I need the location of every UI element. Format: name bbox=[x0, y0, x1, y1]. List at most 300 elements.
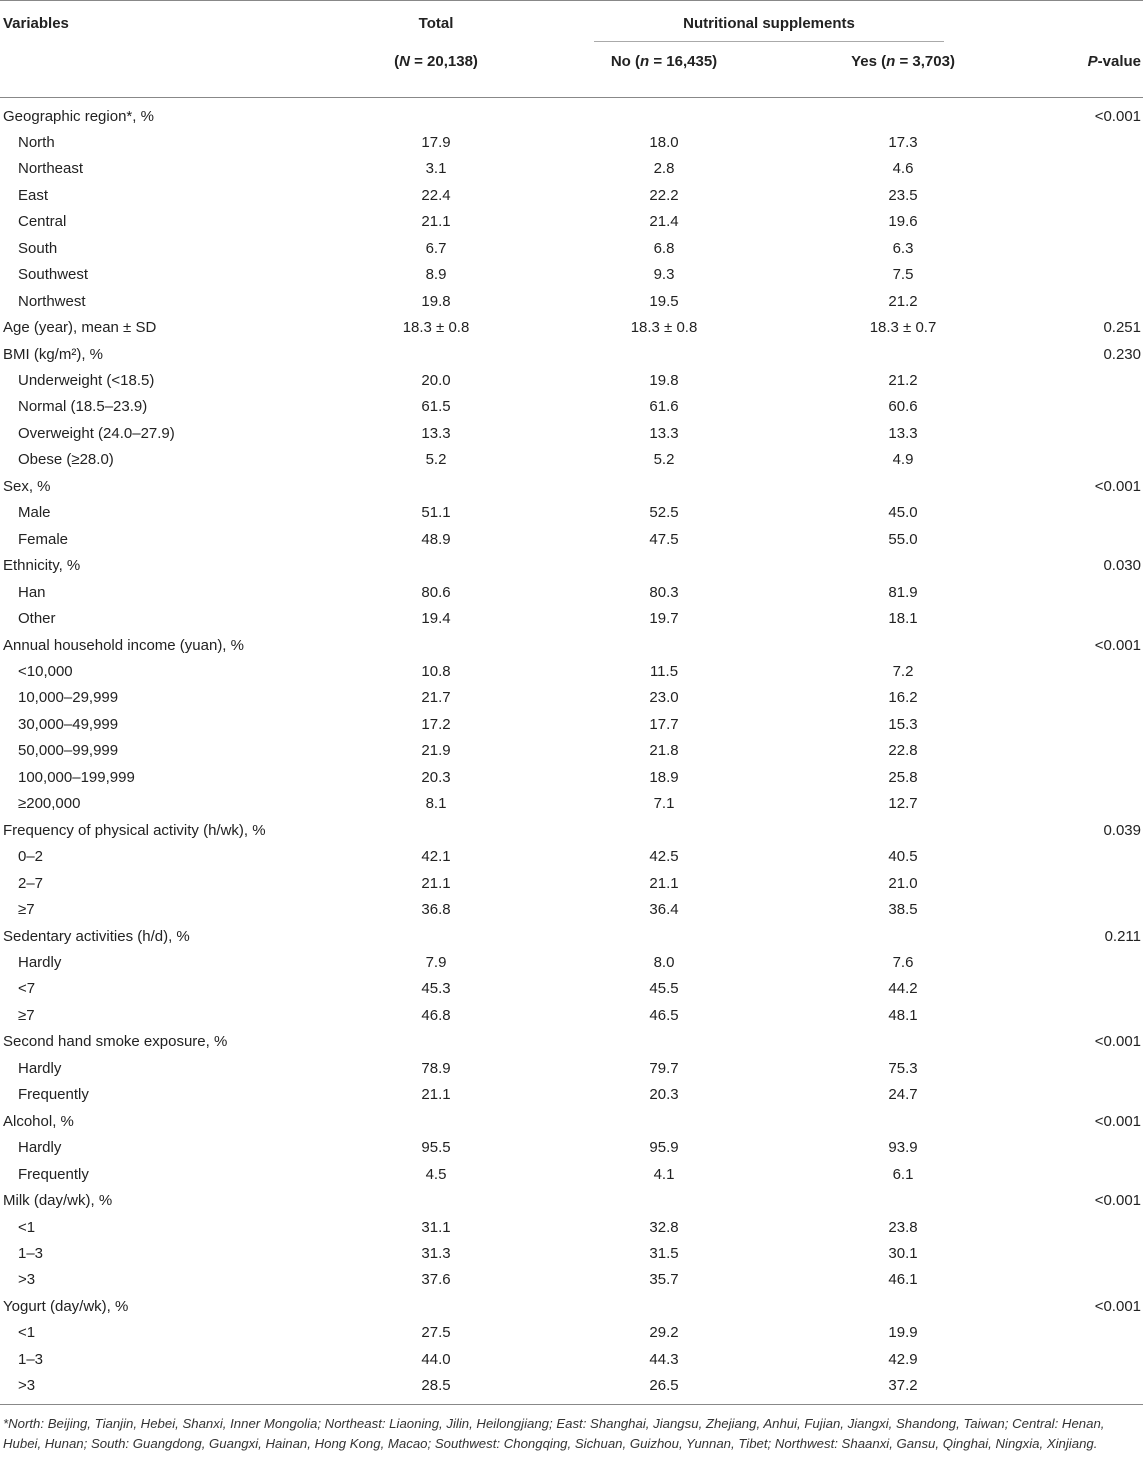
cell-yes bbox=[798, 924, 1008, 950]
cell-no: 36.4 bbox=[649, 901, 679, 919]
cell-yes: 21.0 bbox=[888, 874, 918, 892]
table-row bbox=[0, 633, 1143, 659]
cell-total: 31.3 bbox=[421, 1244, 451, 1262]
cell-p-value bbox=[1008, 1241, 1143, 1267]
row-label: Hardly bbox=[18, 954, 62, 971]
table-row bbox=[0, 712, 1143, 738]
row-label: Female bbox=[18, 530, 69, 548]
cell-no: 18.3 ± 0.8 bbox=[630, 319, 698, 337]
cell-p-value: 0.230 bbox=[1103, 345, 1141, 363]
header-variables: Variables bbox=[0, 1, 342, 44]
row-label: 1–3 bbox=[18, 1244, 44, 1262]
cell-total bbox=[342, 633, 530, 659]
cell-total: 13.3 bbox=[421, 424, 451, 442]
cell-yes: 81.9 bbox=[888, 583, 918, 601]
cell-yes bbox=[798, 474, 1008, 500]
cell-p-value bbox=[1008, 606, 1143, 632]
cell-no: 5.2 bbox=[653, 451, 675, 469]
cell-p-value bbox=[1008, 421, 1143, 447]
cell-yes: 13.3 bbox=[888, 424, 918, 442]
row-label: Sedentary activities (h/d), % bbox=[3, 927, 190, 945]
cell-no: 47.5 bbox=[649, 530, 679, 548]
row-label: Southwest bbox=[18, 266, 89, 284]
row-label: <1 bbox=[18, 1218, 36, 1236]
table-row bbox=[0, 421, 1143, 447]
cell-yes: 17.3 bbox=[888, 133, 918, 151]
row-label: ≥7 bbox=[18, 1006, 35, 1024]
table-footnote: *North: Beijing, Tianjin, Hebei, Shanxi, Inner Mongolia; Northeast: Liaoning, Jilin, Heilongjiang; East: Shanghai, Jiangsu, Zhejiang, Anhui, Fujian, Jiangxi, Shandong, Taiwan; Central: Henan, Hubei, Hunan; South: Guangdong, Guangxi, Hainan, Hong Kong, Macao; Southwest: Chongqing, Sichuan, Guizhou, Yunnan, Tibet; Northwest: Shaanxi, Gansu, Qinghai, Ningxia, Xinjiang. bbox=[3, 1415, 1105, 1451]
cell-yes bbox=[798, 1294, 1008, 1320]
cell-no: 4.1 bbox=[653, 1165, 675, 1183]
table-row bbox=[0, 1056, 1143, 1082]
cell-no: 18.9 bbox=[649, 768, 679, 786]
cell-p-value: <0.001 bbox=[1094, 1033, 1141, 1051]
cell-no: 11.5 bbox=[649, 663, 679, 681]
row-label: <7 bbox=[18, 980, 36, 998]
cell-p-value bbox=[1008, 500, 1143, 526]
cell-no bbox=[530, 1294, 798, 1320]
row-label: ≥200,000 bbox=[18, 795, 81, 813]
cell-yes: 21.2 bbox=[888, 372, 918, 390]
cell-no: 21.1 bbox=[649, 874, 679, 892]
table-row bbox=[0, 924, 1143, 950]
cell-p-value bbox=[1008, 1373, 1143, 1404]
cell-no: 61.6 bbox=[649, 398, 679, 416]
table-row bbox=[0, 315, 1143, 341]
cell-total bbox=[342, 1294, 530, 1320]
cell-total: 44.0 bbox=[421, 1350, 451, 1368]
cell-yes: 42.9 bbox=[888, 1350, 918, 1368]
cell-p-value bbox=[1008, 1267, 1143, 1293]
cell-p-value bbox=[1008, 236, 1143, 262]
cell-total: 4.5 bbox=[425, 1165, 447, 1183]
table-row bbox=[0, 1188, 1143, 1214]
row-label: North bbox=[18, 133, 55, 151]
cell-p-value bbox=[1008, 156, 1143, 182]
cell-yes: 48.1 bbox=[888, 1006, 918, 1024]
cell-yes: 18.3 ± 0.7 bbox=[869, 319, 937, 337]
cell-p-value bbox=[1008, 130, 1143, 156]
cell-total: 61.5 bbox=[421, 398, 451, 416]
cell-total: 20.0 bbox=[421, 372, 451, 390]
row-label: 30,000–49,999 bbox=[18, 715, 119, 733]
row-label: <1 bbox=[18, 1324, 36, 1342]
cell-no bbox=[530, 104, 798, 130]
cell-total: 7.9 bbox=[425, 954, 447, 971]
table-row bbox=[0, 236, 1143, 262]
cell-yes bbox=[798, 633, 1008, 659]
cell-p-value bbox=[1008, 447, 1143, 473]
spanner-rule bbox=[594, 41, 944, 42]
cell-yes: 7.2 bbox=[892, 663, 914, 681]
cell-total: 36.8 bbox=[421, 901, 451, 919]
cell-no: 6.8 bbox=[653, 239, 675, 257]
cell-yes bbox=[798, 104, 1008, 130]
row-label: Frequently bbox=[18, 1086, 89, 1104]
row-label: Yogurt (day/wk), % bbox=[3, 1297, 129, 1315]
cell-p-value bbox=[1008, 950, 1143, 976]
cell-no: 45.5 bbox=[649, 980, 679, 998]
table-row bbox=[0, 183, 1143, 209]
cell-no: 80.3 bbox=[649, 583, 679, 601]
cell-yes: 16.2 bbox=[888, 689, 918, 707]
cell-no: 13.3 bbox=[649, 424, 679, 442]
cell-yes: 21.2 bbox=[888, 292, 918, 310]
cell-no: 20.3 bbox=[649, 1086, 679, 1104]
table-row bbox=[0, 1082, 1143, 1108]
row-label: <10,000 bbox=[18, 663, 73, 681]
row-label: Age (year), mean ± SD bbox=[3, 319, 157, 337]
cell-p-value bbox=[1008, 738, 1143, 764]
cell-total: 51.1 bbox=[421, 504, 451, 522]
row-label: ≥7 bbox=[18, 901, 35, 919]
cell-yes: 15.3 bbox=[888, 715, 918, 733]
cell-p-value: 0.251 bbox=[1103, 319, 1141, 337]
cell-p-value: 0.030 bbox=[1103, 557, 1141, 575]
cell-no: 23.0 bbox=[649, 689, 679, 707]
cell-yes: 40.5 bbox=[888, 848, 918, 866]
row-label: 100,000–199,999 bbox=[18, 768, 135, 786]
cell-p-value bbox=[1008, 712, 1143, 738]
cell-no: 19.5 bbox=[649, 292, 679, 310]
cell-no: 21.8 bbox=[649, 742, 679, 760]
cell-yes: 7.5 bbox=[892, 266, 914, 284]
table-row bbox=[0, 447, 1143, 473]
table-row bbox=[0, 368, 1143, 394]
row-label: Alcohol, % bbox=[3, 1112, 74, 1130]
cell-yes bbox=[798, 818, 1008, 844]
row-label: Obese (≥28.0) bbox=[18, 451, 114, 469]
table-row bbox=[0, 1135, 1143, 1161]
cell-total: 17.2 bbox=[421, 715, 451, 733]
cell-no bbox=[530, 1029, 798, 1055]
cell-no: 21.4 bbox=[649, 213, 679, 231]
cell-yes bbox=[798, 342, 1008, 368]
cell-total bbox=[342, 342, 530, 368]
header-total: Total bbox=[342, 1, 530, 44]
cell-yes: 4.9 bbox=[892, 451, 914, 469]
cell-p-value: <0.001 bbox=[1094, 107, 1141, 125]
cell-total: 19.4 bbox=[421, 610, 451, 628]
cell-total: 37.6 bbox=[421, 1271, 451, 1289]
row-label: Northeast bbox=[18, 160, 84, 178]
row-label: South bbox=[18, 239, 58, 257]
cell-yes: 23.5 bbox=[888, 186, 918, 204]
cell-no: 31.5 bbox=[649, 1244, 679, 1262]
cell-total bbox=[342, 1029, 530, 1055]
table-row bbox=[0, 580, 1143, 606]
cell-total: 20.3 bbox=[421, 768, 451, 786]
header-variables-blank bbox=[0, 43, 342, 97]
cell-yes: 60.6 bbox=[888, 398, 918, 416]
cell-total bbox=[342, 1109, 530, 1135]
cell-yes: 55.0 bbox=[888, 530, 918, 548]
cell-yes: 22.8 bbox=[888, 742, 918, 760]
cell-yes: 4.6 bbox=[892, 160, 914, 178]
cell-no: 8.0 bbox=[653, 954, 675, 971]
cell-no bbox=[530, 818, 798, 844]
row-label: East bbox=[18, 186, 49, 204]
row-label: Male bbox=[18, 504, 51, 522]
cell-yes: 44.2 bbox=[888, 980, 918, 998]
table-row bbox=[0, 659, 1143, 685]
cell-total: 27.5 bbox=[421, 1324, 451, 1342]
cell-total bbox=[342, 924, 530, 950]
cell-total: 80.6 bbox=[421, 583, 451, 601]
table-row bbox=[0, 262, 1143, 288]
cell-no bbox=[530, 342, 798, 368]
row-label: Han bbox=[18, 583, 46, 601]
cell-p-value bbox=[1008, 394, 1143, 420]
header-yes: Yes (n = 3,703) bbox=[798, 43, 1008, 97]
table-row bbox=[0, 1003, 1143, 1029]
header-no: No (n = 16,435) bbox=[530, 43, 798, 97]
row-label: Normal (18.5–23.9) bbox=[18, 398, 148, 416]
table-row bbox=[0, 1373, 1143, 1404]
cell-yes: 6.1 bbox=[892, 1165, 914, 1183]
table-row bbox=[0, 1215, 1143, 1241]
table-row bbox=[0, 738, 1143, 764]
table-row bbox=[0, 1294, 1143, 1320]
cell-total: 21.9 bbox=[421, 742, 451, 760]
cell-p-value bbox=[1008, 183, 1143, 209]
cell-total: 21.1 bbox=[421, 213, 451, 231]
row-label: Other bbox=[18, 610, 56, 628]
cell-no: 32.8 bbox=[649, 1218, 679, 1236]
cell-total: 10.8 bbox=[421, 663, 451, 681]
cell-p-value bbox=[1008, 289, 1143, 315]
cell-no: 42.5 bbox=[649, 848, 679, 866]
table-row bbox=[0, 1267, 1143, 1293]
row-label: Milk (day/wk), % bbox=[3, 1192, 113, 1210]
table-row bbox=[0, 871, 1143, 897]
cell-no: 9.3 bbox=[653, 266, 675, 284]
row-label: 0–2 bbox=[18, 848, 44, 866]
cell-p-value: 0.039 bbox=[1103, 821, 1141, 839]
table-row bbox=[0, 1347, 1143, 1373]
row-label: Hardly bbox=[18, 1139, 62, 1157]
cell-p-value bbox=[1008, 1056, 1143, 1082]
cell-yes: 24.7 bbox=[888, 1086, 918, 1104]
cell-total: 46.8 bbox=[421, 1006, 451, 1024]
cell-total: 8.1 bbox=[425, 795, 447, 813]
cell-yes: 19.6 bbox=[888, 213, 918, 231]
cell-yes: 25.8 bbox=[888, 768, 918, 786]
cell-total: 21.1 bbox=[421, 874, 451, 892]
row-label: 1–3 bbox=[18, 1350, 44, 1368]
cell-no: 18.0 bbox=[649, 133, 679, 151]
cell-no: 46.5 bbox=[649, 1006, 679, 1024]
cell-yes: 38.5 bbox=[888, 901, 918, 919]
cell-no bbox=[530, 924, 798, 950]
cell-yes: 7.6 bbox=[892, 954, 914, 971]
cell-no bbox=[530, 1188, 798, 1214]
cell-yes bbox=[798, 1029, 1008, 1055]
cell-yes: 93.9 bbox=[888, 1139, 918, 1157]
cell-p-value bbox=[1008, 976, 1143, 1002]
cell-yes: 75.3 bbox=[888, 1059, 918, 1077]
row-label: Hardly bbox=[18, 1059, 62, 1077]
row-label: Frequently bbox=[18, 1165, 89, 1183]
table-row bbox=[0, 791, 1143, 817]
cell-p-value: 0.211 bbox=[1104, 927, 1141, 945]
cell-no: 19.7 bbox=[649, 610, 679, 628]
table-row bbox=[0, 897, 1143, 923]
cell-total: 8.9 bbox=[425, 266, 447, 284]
cell-p-value bbox=[1008, 1347, 1143, 1373]
row-label: Geographic region*, % bbox=[3, 107, 154, 125]
cell-total: 45.3 bbox=[421, 980, 451, 998]
cell-p-value bbox=[1008, 580, 1143, 606]
cell-total: 42.1 bbox=[421, 848, 451, 866]
header-nutritional-supplements bbox=[530, 1, 1008, 44]
cell-yes: 23.8 bbox=[888, 1218, 918, 1236]
row-label: Ethnicity, % bbox=[3, 557, 81, 575]
cell-yes: 37.2 bbox=[798, 1373, 1008, 1404]
cell-p-value bbox=[1008, 1320, 1143, 1346]
cell-p-value bbox=[1008, 1162, 1143, 1188]
table-row bbox=[0, 104, 1143, 130]
cell-no: 79.7 bbox=[649, 1059, 679, 1077]
cell-no: 26.5 bbox=[530, 1373, 798, 1404]
table-row bbox=[0, 553, 1143, 579]
cell-no: 19.8 bbox=[649, 372, 679, 390]
cell-yes: 46.1 bbox=[888, 1271, 918, 1289]
cell-p-value bbox=[1008, 1082, 1143, 1108]
row-label: Sex, % bbox=[3, 477, 51, 495]
cell-p-value bbox=[1008, 1215, 1143, 1241]
table-row bbox=[0, 685, 1143, 711]
header-total-n: (N = 20,138) bbox=[342, 43, 530, 97]
cell-total: 19.8 bbox=[421, 292, 451, 310]
cell-yes: 18.1 bbox=[888, 610, 918, 628]
table-row bbox=[0, 130, 1143, 156]
table-row bbox=[0, 209, 1143, 235]
cell-yes: 12.7 bbox=[888, 795, 918, 813]
cell-no bbox=[530, 633, 798, 659]
table-header bbox=[0, 1, 1143, 98]
row-label: Northwest bbox=[18, 292, 86, 310]
header-p-value: P-value bbox=[1008, 43, 1143, 97]
header-p-value-top bbox=[1008, 1, 1143, 44]
cell-p-value bbox=[1008, 897, 1143, 923]
table-row bbox=[0, 1162, 1143, 1188]
cell-yes bbox=[798, 1188, 1008, 1214]
cell-no: 95.9 bbox=[649, 1139, 679, 1157]
table-row bbox=[0, 1029, 1143, 1055]
cell-no bbox=[530, 474, 798, 500]
cell-p-value bbox=[1008, 871, 1143, 897]
cell-total: 17.9 bbox=[421, 133, 451, 151]
cell-no: 44.3 bbox=[649, 1350, 679, 1368]
cell-no: 17.7 bbox=[649, 715, 679, 733]
cell-p-value bbox=[1008, 765, 1143, 791]
cell-total bbox=[342, 104, 530, 130]
cell-total: 22.4 bbox=[421, 186, 451, 204]
cell-total: 6.7 bbox=[425, 239, 447, 257]
cell-p-value bbox=[1008, 791, 1143, 817]
table-row bbox=[0, 474, 1143, 500]
cell-yes: 6.3 bbox=[892, 239, 914, 257]
cell-yes bbox=[798, 1109, 1008, 1135]
cell-total: 28.5 bbox=[342, 1373, 530, 1404]
cell-total bbox=[342, 553, 530, 579]
cell-yes: 45.0 bbox=[888, 504, 918, 522]
table-row bbox=[0, 976, 1143, 1002]
cell-total: 78.9 bbox=[421, 1059, 451, 1077]
row-label: 2–7 bbox=[18, 874, 44, 892]
cell-no: 2.8 bbox=[653, 160, 675, 178]
row-label: >3 bbox=[0, 1373, 342, 1404]
table-row bbox=[0, 394, 1143, 420]
cell-total bbox=[342, 474, 530, 500]
table-row bbox=[0, 289, 1143, 315]
row-label: BMI (kg/m²), % bbox=[3, 345, 103, 363]
cell-total: 3.1 bbox=[425, 160, 447, 178]
cell-total: 95.5 bbox=[421, 1139, 451, 1157]
cell-p-value: <0.001 bbox=[1094, 1192, 1141, 1210]
row-label: Annual household income (yuan), % bbox=[3, 636, 244, 654]
row-label: Underweight (<18.5) bbox=[18, 372, 155, 390]
table-row bbox=[0, 156, 1143, 182]
table-row bbox=[0, 818, 1143, 844]
cell-no: 7.1 bbox=[653, 795, 675, 813]
table-row bbox=[0, 527, 1143, 553]
cell-no: 52.5 bbox=[649, 504, 679, 522]
cell-p-value: <0.001 bbox=[1094, 636, 1141, 654]
table-row bbox=[0, 844, 1143, 870]
table-row bbox=[0, 1109, 1143, 1135]
cell-yes bbox=[798, 553, 1008, 579]
table-row bbox=[0, 950, 1143, 976]
row-label: Central bbox=[18, 213, 67, 231]
cell-no bbox=[530, 553, 798, 579]
row-label: Second hand smoke exposure, % bbox=[3, 1033, 228, 1051]
cell-total: 21.7 bbox=[421, 689, 451, 707]
table-row bbox=[0, 342, 1143, 368]
cell-p-value bbox=[1008, 1135, 1143, 1161]
cell-no: 35.7 bbox=[649, 1271, 679, 1289]
row-label: >3 bbox=[18, 1271, 36, 1289]
row-label: Overweight (24.0–27.9) bbox=[18, 424, 175, 442]
cell-p-value bbox=[1008, 527, 1143, 553]
cell-total: 31.1 bbox=[421, 1218, 451, 1236]
row-label: Frequency of physical activity (h/wk), % bbox=[3, 821, 266, 839]
cell-p-value bbox=[1008, 262, 1143, 288]
header-nutritional-supplements-label: Nutritional supplements bbox=[683, 15, 855, 32]
cell-total: 48.9 bbox=[421, 530, 451, 548]
table-row bbox=[0, 500, 1143, 526]
cell-total bbox=[342, 1188, 530, 1214]
table-row bbox=[0, 1241, 1143, 1267]
cell-p-value bbox=[1008, 844, 1143, 870]
cell-p-value bbox=[1008, 685, 1143, 711]
cell-p-value bbox=[1008, 659, 1143, 685]
cell-no: 22.2 bbox=[649, 186, 679, 204]
cell-p-value: <0.001 bbox=[1094, 1112, 1141, 1130]
cell-p-value: <0.001 bbox=[1094, 1297, 1141, 1315]
cell-total: 18.3 ± 0.8 bbox=[402, 319, 470, 337]
table-row bbox=[0, 765, 1143, 791]
row-label: 50,000–99,999 bbox=[18, 742, 119, 760]
cell-p-value bbox=[1008, 209, 1143, 235]
cell-total: 5.2 bbox=[425, 451, 447, 469]
cell-no: 29.2 bbox=[649, 1324, 679, 1342]
table-body bbox=[0, 97, 1143, 1404]
cell-yes: 19.9 bbox=[888, 1324, 918, 1342]
cell-total: 21.1 bbox=[421, 1086, 451, 1104]
cell-yes: 30.1 bbox=[888, 1244, 918, 1262]
